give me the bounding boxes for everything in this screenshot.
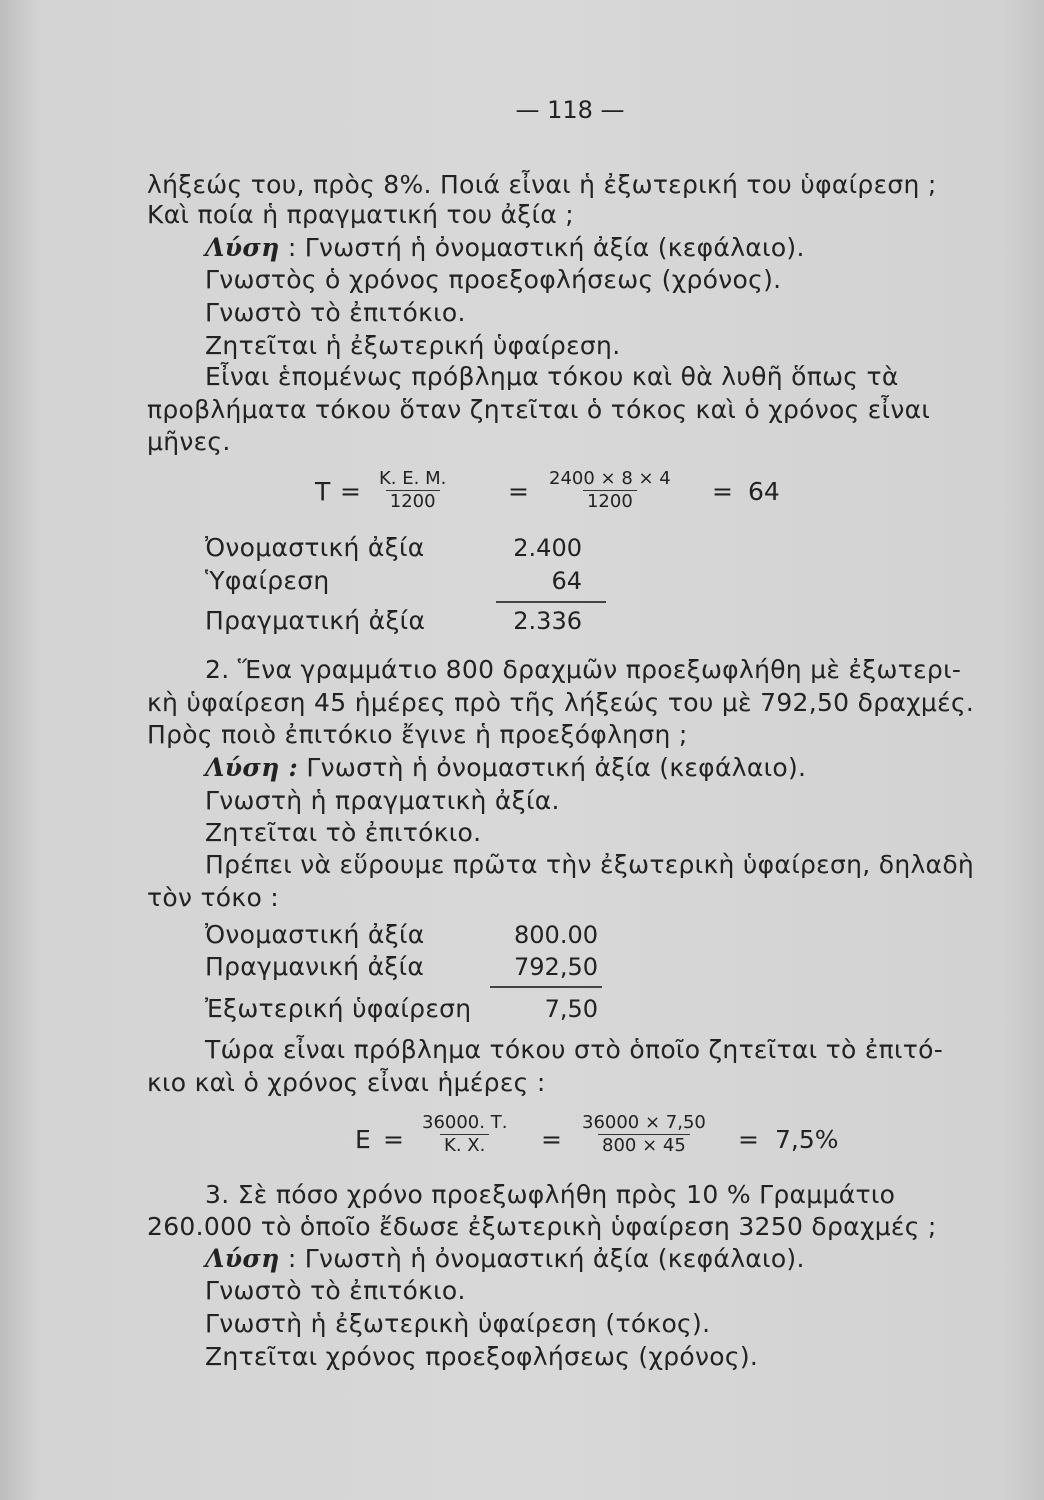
calc-label: Ὑφαίρεση — [205, 566, 330, 595]
fraction-numerator: 36000 × 7,50 — [582, 1112, 706, 1133]
text-line: 2. Ἕνα γραμμάτιο 800 δραχμῶν προεξωφλήθη μὲ ἐξωτερι- — [205, 655, 962, 684]
solution-label: Λύση : — [205, 753, 299, 782]
text-line: κὴ ὑφαίρεση 45 ἡμέρες πρὸ τῆς λήξεώς του μὲ 792,50 δραχμές. — [147, 688, 975, 717]
text-line: κιο καὶ ὁ χρόνος εἶναι ἡμέρες : — [147, 1068, 546, 1097]
calc-label: Ἐξωτερική ὑφαίρεση — [205, 994, 472, 1023]
text-line: Γνωστὴ ἡ πραγματικὴ ἀξία. — [205, 786, 560, 815]
text-line: Ζητεῖται ἡ ἐξωτερική ὑφαίρεση. — [205, 331, 621, 360]
solution-label: Λύση — [205, 1244, 280, 1273]
formula-result: 64 — [748, 477, 780, 506]
text-line: Γνωστὸς ὁ χρόνος προεξοφλήσεως (χρόνος). — [205, 265, 782, 294]
solution-line — [205, 233, 805, 263]
calc-value: 2.400 — [513, 534, 582, 562]
text-span: : Γνωστή ἡ ὀνομαστική ἀξία (κεφάλαιο). — [287, 233, 805, 262]
equals-sign: = — [712, 477, 733, 506]
text-line: Πρὸς ποιὸ ἐπιτόκιο ἔγινε ἡ προεξόφληση ; — [147, 720, 688, 749]
text-line: Γνωστὴ ἡ ἐξωτερικὴ ὑφαίρεση (τόκος). — [205, 1309, 711, 1338]
fraction-1 — [418, 1112, 511, 1157]
text-line: Γνωστὸ τὸ ἐπιτόκιο. — [205, 1276, 466, 1305]
equals-sign: = — [340, 477, 361, 506]
text-line: Καὶ ποία ἡ πραγματική του ἀξία ; — [147, 200, 575, 229]
text-line: Ζητεῖται χρόνος προεξοφλήσεως (χρόνος). — [205, 1342, 759, 1371]
equals-sign: = — [508, 477, 529, 506]
calc-label: Ὀνομαστική ἀξία — [205, 533, 425, 562]
fraction-2 — [545, 468, 675, 513]
text-line: Εἶναι ἑπομένως πρόβλημα τόκου καὶ θὰ λυθῆ ὅπως τὰ — [205, 362, 899, 391]
page-number: — 118 — — [515, 96, 625, 124]
text-line: μῆνες. — [147, 427, 231, 456]
fraction-denominator: Κ. Χ. — [440, 1134, 489, 1157]
sum-rule — [490, 986, 602, 988]
equals-sign: = — [541, 1125, 562, 1154]
formula-lhs: Τ — [315, 477, 331, 506]
text-span: Γνωστὴ ἡ ὀνομαστική ἀξία (κεφάλαιο). — [306, 753, 807, 782]
solution-line — [205, 1244, 805, 1274]
formula-lhs: Ε — [355, 1125, 371, 1154]
calc-value: 7,50 — [544, 995, 598, 1023]
fraction-denominator: 1200 — [386, 490, 440, 513]
calc-label: Πραγματική ἀξία — [205, 606, 426, 635]
calc-label: Ὀνομαστική ἀξία — [205, 920, 425, 949]
fraction-numerator: 2400 × 8 × 4 — [549, 468, 671, 489]
fraction-numerator: Κ. Ε. Μ. — [379, 468, 447, 489]
solution-label: Λύση — [205, 233, 280, 262]
text-span: : Γνωστὴ ἡ ὀνομαστική ἀξία (κεφάλαιο). — [287, 1244, 805, 1273]
text-line: 3. Σὲ πόσο χρόνο προεξωφλήθη πρὸς 10 % Γραμμάτιο — [205, 1180, 896, 1209]
text-line: τὸν τόκο : — [147, 883, 280, 912]
calc-value: 792,50 — [514, 953, 598, 981]
text-line: Γνωστὸ τὸ ἐπιτόκιο. — [205, 298, 466, 327]
calc-label: Πραγμανική ἀξία — [205, 952, 425, 981]
solution-line — [205, 753, 806, 783]
fraction-numerator: 36000. Τ. — [422, 1112, 508, 1133]
text-line: Πρέπει νὰ εὕρουμε πρῶτα τὴν ἐξωτερικὴ ὑφαίρεση, δηλαδὴ — [205, 850, 975, 879]
text-line: Ζητεῖται τὸ ἐπιτόκιο. — [205, 818, 482, 847]
calc-value: 64 — [551, 567, 582, 595]
text-line: 260.000 τὸ ὁποῖο ἔδωσε ἐξωτερικὴ ὑφαίρεση 3250 δραχμές ; — [147, 1212, 937, 1241]
text-line: λήξεώς του, πρὸς 8%. Ποιά εἶναι ἡ ἐξωτερική του ὑφαίρεση ; — [147, 170, 937, 199]
text-line: προβλήματα τόκου ὅταν ζητεῖται ὁ τόκος καὶ ὁ χρόνος εἶναι — [147, 395, 931, 424]
equals-sign: = — [383, 1125, 404, 1154]
text-line: Τώρα εἶναι πρόβλημα τόκου στὸ ὁποῖο ζητεῖται τὸ ἐπιτό- — [205, 1035, 944, 1064]
calc-value: 800.00 — [514, 921, 598, 949]
equals-sign: = — [738, 1125, 759, 1154]
fraction-1 — [375, 468, 450, 513]
formula-result: 7,5% — [775, 1125, 839, 1154]
fraction-denominator: 800 × 45 — [598, 1134, 690, 1157]
calc-value: 2.336 — [513, 607, 582, 635]
fraction-2 — [578, 1112, 710, 1157]
sum-rule — [496, 601, 606, 603]
fraction-denominator: 1200 — [583, 490, 637, 513]
